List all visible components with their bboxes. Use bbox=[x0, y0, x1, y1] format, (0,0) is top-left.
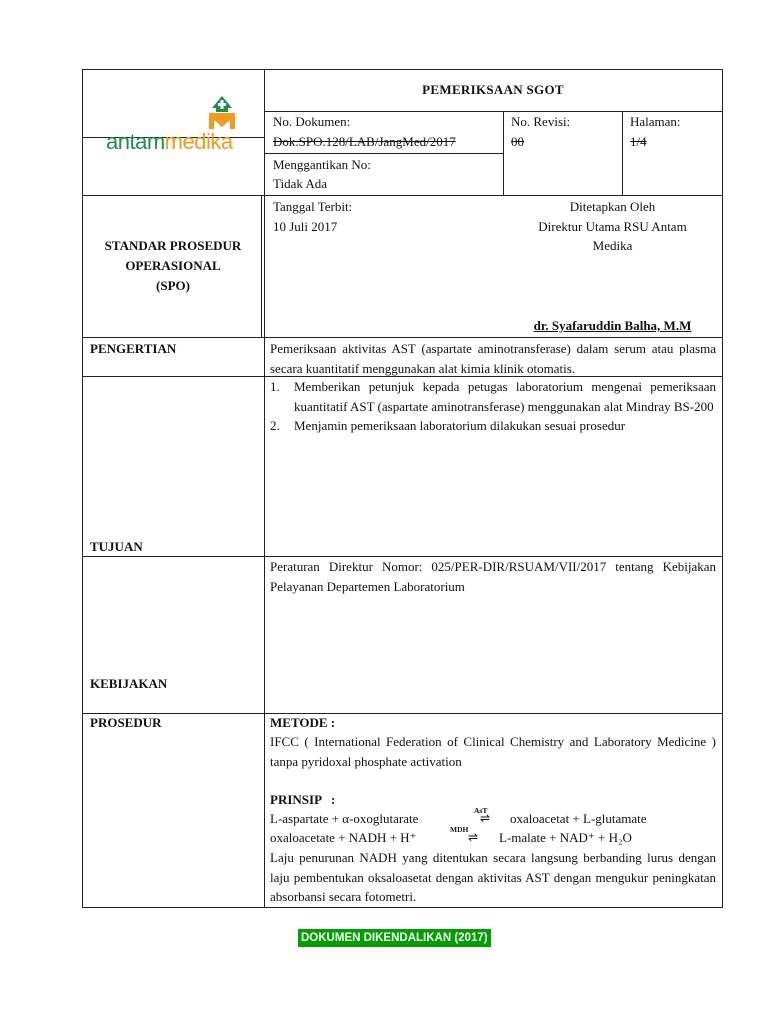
tujuan-label: TUJUAN bbox=[90, 539, 143, 554]
approver-title-line1: Direktur Utama RSU Antam bbox=[538, 219, 687, 234]
reaction-1-reactants: L-aspartate + α-oxoglutarate bbox=[270, 811, 419, 826]
reaction-2-enzyme: MDH bbox=[450, 825, 469, 834]
approver-title-line2: Medika bbox=[592, 238, 633, 253]
revision-label: No. Revisi: bbox=[511, 114, 571, 129]
reaction-1-enzyme: AsT bbox=[474, 806, 488, 815]
metode-heading: METODE : bbox=[270, 715, 336, 730]
tujuan-list bbox=[270, 377, 716, 436]
spo-title-line3: (SPO) bbox=[156, 278, 190, 293]
page-label: Halaman: bbox=[630, 114, 681, 129]
logo-emblem-icon bbox=[204, 94, 240, 132]
approved-by-label: Ditetapkan Oleh bbox=[569, 199, 656, 214]
prinsip-text: Laju penurunan NADH yang ditentukan secara langsung berbanding lurus dengan laju pembentukan oksaloasetat dengan aktivitas AST dengan mengukur peningkatan absorbansi secara fotometri. bbox=[270, 850, 716, 904]
issue-date-label: Tanggal Terbit: bbox=[273, 199, 353, 214]
metode-text: IFCC ( International Federation of Clinical Chemistry and Laboratory Medicine ) tanpa pyridoxal phosphate activation bbox=[270, 734, 716, 769]
issue-date-value: 10 Juli 2017 bbox=[273, 219, 338, 234]
doc-number-label: No. Dokumen: bbox=[273, 114, 351, 129]
replaces-label: Menggantikan No: bbox=[273, 157, 371, 172]
tujuan-item-text: Menjamin pemeriksaan laboratorium dilakukan sesuai prosedur bbox=[294, 418, 626, 433]
reaction-1-products: oxaloacetat + L-glutamate bbox=[510, 811, 647, 826]
tujuan-item-number: 2. bbox=[270, 418, 280, 433]
tujuan-item-number: 1. bbox=[270, 379, 280, 394]
reaction-2 bbox=[270, 825, 716, 848]
reaction-2-products: L-malate + NAD⁺ + H₂O bbox=[499, 830, 632, 845]
replaces-value: Tidak Ada bbox=[273, 176, 328, 191]
tujuan-item-2 bbox=[270, 416, 716, 436]
pengertian-text: Pemeriksaan aktivitas AST (aspartate aminotransferase) dalam serum atau plasma secara kuantitatif menggunakan alat kimia klinik otomatis. bbox=[270, 341, 716, 376]
reaction-2-reactants: oxaloacetate + NADH + H⁺ bbox=[270, 830, 417, 845]
prosedur-label: PROSEDUR bbox=[90, 715, 162, 730]
logo-text-antam: antam bbox=[106, 129, 165, 154]
kebijakan-text: Peraturan Direktur Nomor: 025/PER-DIR/RSUAM/VII/2017 tentang Kebijakan Pelayanan Departemen Laboratorium bbox=[270, 559, 716, 594]
controlled-document-badge: DOKUMEN DIKENDALIKAN (2017) bbox=[298, 929, 491, 947]
reaction-1-arrow-icon: ⇌ bbox=[480, 811, 491, 825]
revision-value: 00 bbox=[511, 134, 524, 149]
doc-number-value: Dok.SPO.128/LAB/JangMed/2017 bbox=[273, 134, 456, 149]
reaction-1 bbox=[270, 806, 716, 829]
spo-title-line2: OPERASIONAL bbox=[125, 258, 221, 273]
spo-title bbox=[84, 236, 262, 296]
pengertian-label: PENGERTIAN bbox=[90, 341, 177, 356]
antam-medika-logo bbox=[104, 94, 254, 154]
page-value: 1/4 bbox=[630, 134, 647, 149]
prinsip-heading: PRINSIP : bbox=[270, 792, 336, 807]
document-title: PEMERIKSAAN SGOT bbox=[422, 82, 564, 97]
logo-text-medika: medika bbox=[164, 129, 233, 154]
kebijakan-label: KEBIJAKAN bbox=[90, 676, 168, 691]
tujuan-item-1 bbox=[270, 377, 716, 416]
approver-name: dr. Syafaruddin Balha, M.M bbox=[533, 318, 692, 333]
spo-title-line1: STANDAR PROSEDUR bbox=[104, 238, 242, 253]
tujuan-item-text: Memberikan petunjuk kepada petugas laboratorium mengenai pemeriksaan kuantitatif AST (aspartate aminotransferase) menggunakan alat Mindray BS-200 bbox=[294, 379, 716, 414]
reaction-2-arrow-icon: ⇌ bbox=[468, 830, 479, 844]
